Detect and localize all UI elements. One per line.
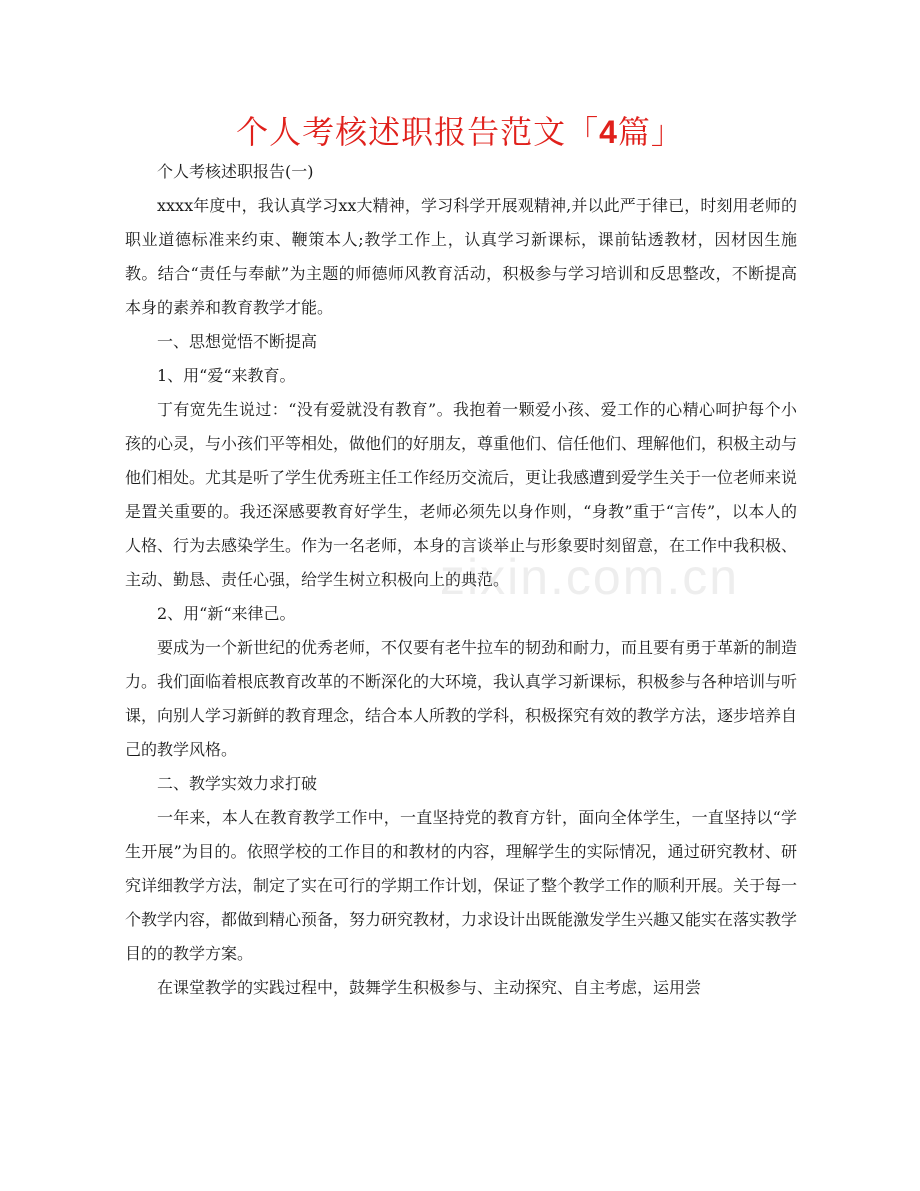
paragraph: 要成为一个新世纪的优秀老师，不仅要有老牛拉车的韧劲和耐力，而且要有勇于革新的制造力。我们面临着根底教育改革的不断深化的大环境，我认真学习新课标，积极参与各种培训与听课，向别人学习新鲜的教育理念，结合本人所教的学科，积极探究有效的教学方法，逐步培养自己的教学风格。 xyxy=(125,638,798,759)
title-number: 4 xyxy=(599,114,618,150)
title-main-text: 个人考核述职报告范文「 xyxy=(236,113,600,151)
subheading-new: 2、用“新“来律己。 xyxy=(157,604,296,623)
subheading-thought: 一、思想觉悟不断提高 xyxy=(157,332,318,351)
document-body xyxy=(125,155,797,1005)
paragraph: 丁有宽先生说过：“没有爱就没有教育”。我抱着一颗爱小孩、爱工作的心精心呵护每个小孩的心灵，与小孩们平等相处，做他们的好朋友，尊重他们、信任他们、理解他们，积极主动与他们相处。尤其是听了学生优秀班主任工作经历交流后，更让我感遭到爱学生关于一位老师来说是置关重要的。我还深感要教育好学生，老师必须先以身作则，“身教”重于“言传”，以本人的人格、行为去感染学生。作为一名老师，本身的言谈举止与形象要时刻留意，在工作中我积极、主动、勤恳、责任心强，给学生树立积极向上的典范。 xyxy=(125,400,798,589)
paragraph: xxxx年度中，我认真学习xx大精神，学习科学开展观精神,并以此严于律已，时刻用老师的职业道德标准来约束、鞭策本人;教学工作上，认真学习新课标，课前钻透教材，因材因生施教。结合“责任与奉献”为主题的师德师风教育活动，积极参与学习培训和反思整改，不断提高本身的素养和教育教学才能。 xyxy=(125,196,797,317)
subheading-teaching: 二、教学实效力求打破 xyxy=(157,774,318,793)
paragraph: 一年来，本人在教育教学工作中，一直坚持党的教育方针，面向全体学生，一直坚持以“学生开展”为目的。依照学校的工作目的和教材的内容，理解学生的实际情况，通过研究教材、研究详细教学方法，制定了实在可行的学期工作计划，保证了整个教学工作的顺利开展。关于每一个教学内容，都做到精心预备，努力研究教材，力求设计出既能激发学生兴趣又能实在落实教学目的的教学方案。 xyxy=(125,808,798,963)
subheading-love: 1、用“爱“来教育。 xyxy=(157,366,296,385)
paragraph: 在课堂教学的实践过程中，鼓舞学生积极参与、主动探究、自主考虑，运用尝 xyxy=(157,978,702,997)
watermark: zixin.com.cn xyxy=(440,549,740,605)
title-end-text: 篇」 xyxy=(617,113,684,151)
section-heading-1: 个人考核述职报告(一) xyxy=(157,162,314,181)
document-title xyxy=(0,110,920,154)
